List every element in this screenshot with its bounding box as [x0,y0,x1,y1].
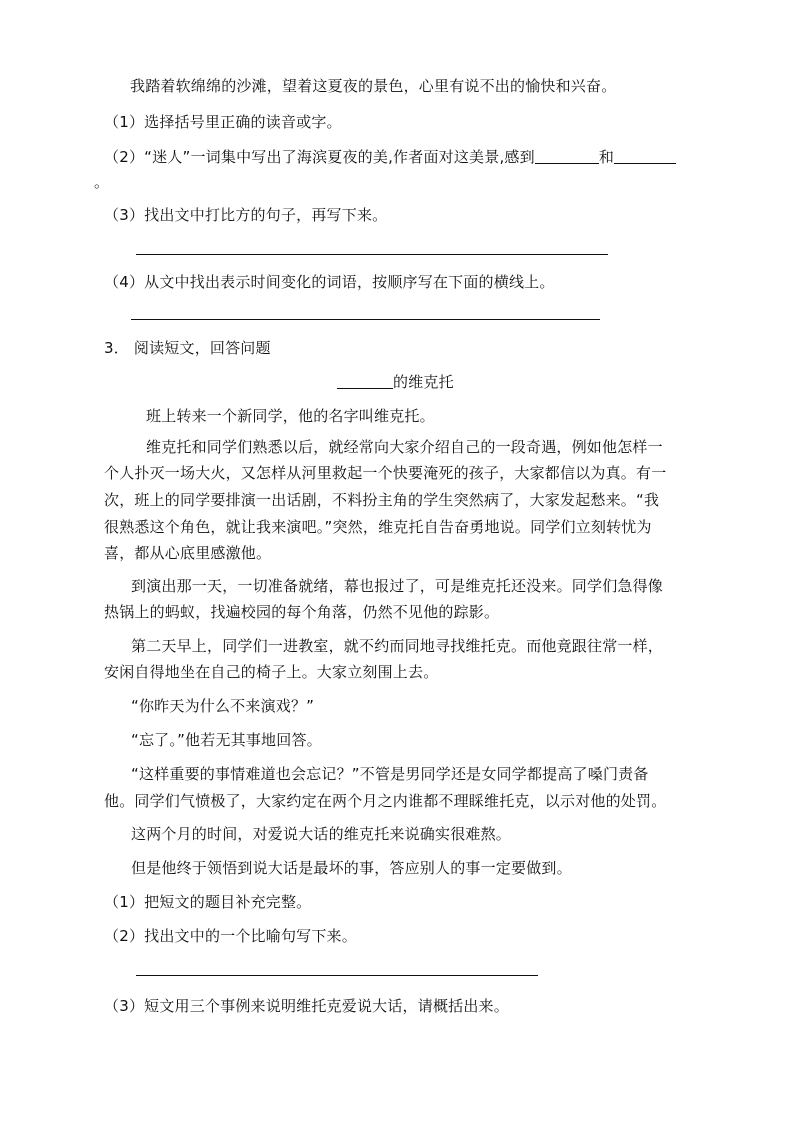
question-2 [104,147,676,167]
title-text: 的维克托 [393,373,454,391]
answer-line-4[interactable] [131,319,600,320]
paragraph-line: 个人扑灭一场大火，又怎样从河里救起一个快要淹死的孩子，大家都信以为真。有一 [104,464,667,482]
question-1: （1）选择括号里正确的读音或字。 [104,113,342,131]
subquestion-2: （2）找出文中的一个比喻句写下来。 [104,927,357,945]
answer-line-sq2[interactable] [136,975,538,976]
paragraph-line: 到演出那一天，一切准备就绪，幕也报过了，可是维克托还没来。同学们急得像 [131,577,664,595]
subquestion-1: （1）把短文的题目补充完整。 [104,893,312,911]
paragraph-line: 安闲自得地坐在自己的椅子上。大家立刻围上去。 [104,663,439,681]
passage-title [337,372,454,392]
paragraph-line: 热锅上的蚂蚁，找遍校园的每个角落，仍然不见他的踪影。 [104,603,500,621]
paragraph-line: 喜，都从心底里感激他。 [104,544,272,562]
paragraph-line: 很熟悉这个角色，就让我来演吧。”突然，维克托自告奋勇地说。同学们立刻转忧为 [104,518,652,536]
paragraph-line: “这样重要的事情难道也会忘记？”不管是男同学还是女同学都提高了嗓门责备 [131,765,649,783]
title-blank[interactable] [337,374,393,389]
answer-blank-1[interactable] [535,149,599,164]
passage-line: 我踏着软绵绵的沙滩，望着这夏夜的景色，心里有说不出的愉快和兴奋。 [130,77,617,95]
question-2-text: （2）“迷人”一词集中写出了海滨夏夜的美,作者面对这美景,感到 [104,148,535,166]
paragraph-line: 第二天早上，同学们一进教室，就不约而同地寻找维托克。而他竟跟往常一样， [131,637,664,655]
paragraph-line: 但是他终于领悟到说大话是最坏的事，答应别人的事一定要做到。 [131,859,572,877]
question-2-and: 和 [598,148,615,166]
answer-blank-2[interactable] [614,149,676,164]
subquestion-3: （3）短文用三个事例来说明维托克爱说大话，请概括出来。 [104,997,509,1015]
question-4: （4）从文中找出表示时间变化的词语，按顺序写在下面的横线上。 [104,273,555,291]
paragraph-line: “你昨天为什么不来演戏？” [131,697,315,715]
paragraph-line: 维克托和同学们熟悉以后，就经常向大家介绍自己的一段奇遇，例如他怎样一 [146,438,663,456]
question-2-end: 。 [94,173,110,191]
question-3: （3）找出文中打比方的句子，再写下来。 [104,206,388,224]
paragraph-line: 他。同学们气愤极了，大家约定在两个月之内谁都不理睬维托克，以示对他的处罚。 [104,792,667,810]
paragraph-line: 次，班上的同学要排演一出话剧，不料扮主角的学生突然病了，大家发起愁来。“我 [104,491,660,509]
answer-line-3[interactable] [136,254,608,255]
paragraph-line: 班上转来一个新同学，他的名字叫维克托。 [146,407,435,425]
paragraph-line: 这两个月的时间，对爱说大话的维克托来说确实很难熬。 [131,825,512,843]
paragraph-line: “忘了。”他若无其事地回答。 [131,731,322,749]
section-3-heading: 3． 阅读短文，回答问题 [104,339,271,357]
